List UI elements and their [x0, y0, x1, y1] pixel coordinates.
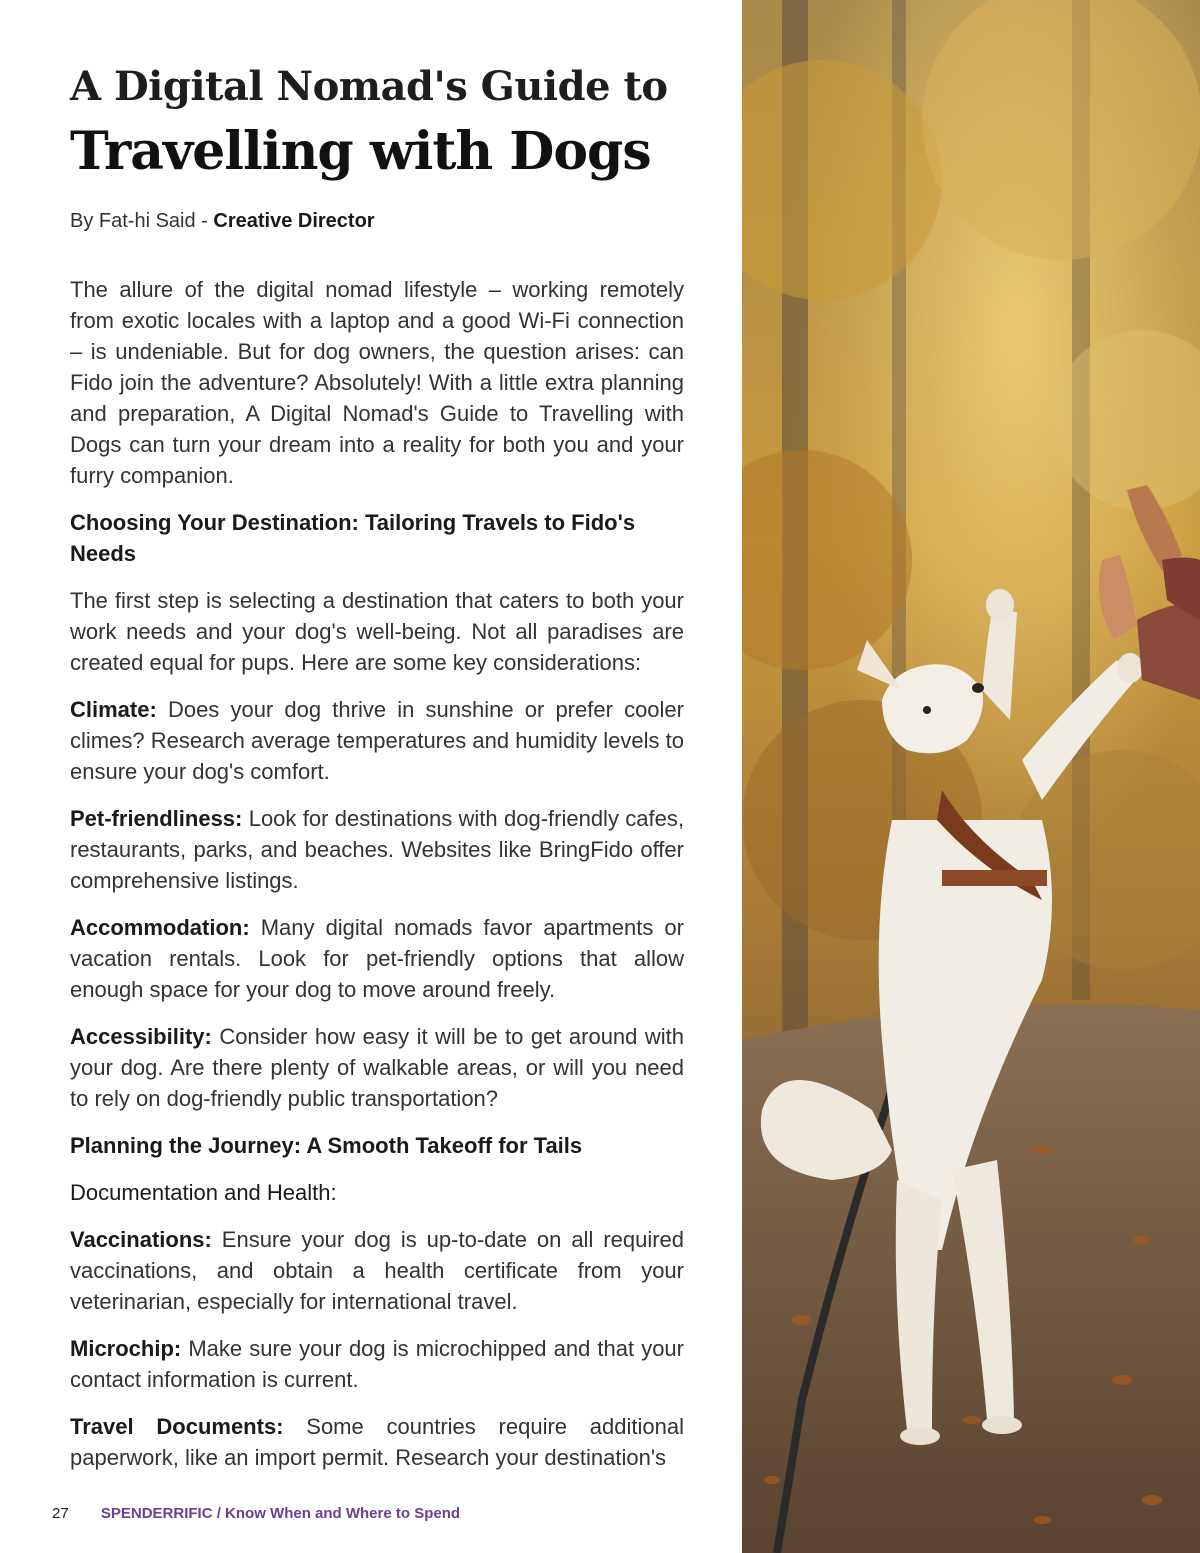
pet-friendliness-text: Look for destinations with dog-friendly cafes, restaurants, parks, and beaches. Websites like BringFido offer comprehensive listings. — [70, 806, 684, 893]
travel-documents-paragraph — [70, 1411, 684, 1473]
dog-eye — [923, 706, 931, 714]
dog-paw — [1117, 653, 1143, 683]
page-footer — [52, 1504, 460, 1524]
microchip-text: Make sure your dog is microchipped and that your contact information is current. — [70, 1336, 684, 1392]
climate-term: Climate: — [70, 697, 157, 722]
article-byline — [70, 208, 684, 234]
dog-harness-strap — [942, 870, 1047, 886]
article-body — [70, 274, 684, 1473]
vaccinations-text: Ensure your dog is up-to-date on all required vaccinations, and obtain a health certificate from your veterinarian, especially for international travel. — [70, 1227, 684, 1314]
climate-text: Does your dog thrive in sunshine or prefer cooler climes? Research average temperatures and humidity levels to ensure your dog's comfort. — [70, 697, 684, 784]
microchip-term: Microchip: — [70, 1336, 182, 1361]
magazine-tagline: SPENDERRIFIC / Know When and Where to Spend — [100, 1505, 461, 1522]
pet-friendliness-paragraph — [70, 803, 684, 896]
accommodation-text: Many digital nomads favor apartments or vacation rentals. Look for pet-friendly options that allow enough space for your dog to move around freely. — [70, 915, 684, 1002]
accommodation-term: Accommodation: — [70, 915, 250, 940]
dog-paw — [986, 589, 1014, 621]
vaccinations-term: Vaccinations: — [70, 1227, 212, 1252]
article-kicker: A Digital Nomad's Guide to — [70, 63, 668, 110]
article-column — [70, 62, 684, 1489]
accessibility-text: Consider how easy it will be to get around with your dog. Are there plenty of walkable areas, or will you need to rely on dog-friendly public transportation? — [70, 1024, 684, 1111]
documentation-subheading: Documentation and Health: — [70, 1180, 337, 1205]
photo-illustration — [742, 0, 1200, 1553]
article-headline: Travelling with Dogs — [70, 121, 651, 182]
dog-paw — [982, 1416, 1022, 1434]
dog-nose — [972, 683, 984, 693]
accessibility-paragraph — [70, 1021, 684, 1114]
section-heading-destination: Choosing Your Destination: Tailoring Travels to Fido's Needs — [70, 510, 636, 566]
pet-friendliness-term: Pet-friendliness: — [70, 806, 243, 831]
byline-author: By Fat-hi Said - — [70, 210, 214, 232]
climate-paragraph — [70, 694, 684, 787]
travel-documents-text: Some countries require additional paperwork, like an import permit. Research your destination's — [70, 1414, 684, 1470]
travel-documents-term: Travel Documents: — [70, 1414, 284, 1439]
accommodation-paragraph — [70, 912, 684, 1005]
page-number: 27 — [52, 1505, 69, 1522]
dog-paw — [900, 1427, 940, 1445]
byline-role: Creative Director — [213, 210, 375, 232]
intro-paragraph: The allure of the digital nomad lifestyle – working remotely from exotic locales with a laptop and a good Wi-Fi connection – is undeniable. But for dog owners, the question arises: can Fido join the adventure? Absolutely! With a little extra planning and preparation, A Digital Nomad's Guide to Travelling with Dogs can turn your dream into a reality for both you and your furry companion. — [70, 277, 684, 488]
section-heading-journey: Planning the Journey: A Smooth Takeoff for Tails — [70, 1133, 583, 1158]
microchip-paragraph — [70, 1333, 684, 1395]
accessibility-term: Accessibility: — [70, 1024, 212, 1049]
destination-intro-paragraph: The first step is selecting a destination that caters to both your work needs and your dog's well-being. Not all paradises are created equal for pups. Here are some key considerations: — [70, 588, 684, 675]
vaccinations-paragraph — [70, 1224, 684, 1317]
dog-high-five-photo — [742, 0, 1200, 1553]
